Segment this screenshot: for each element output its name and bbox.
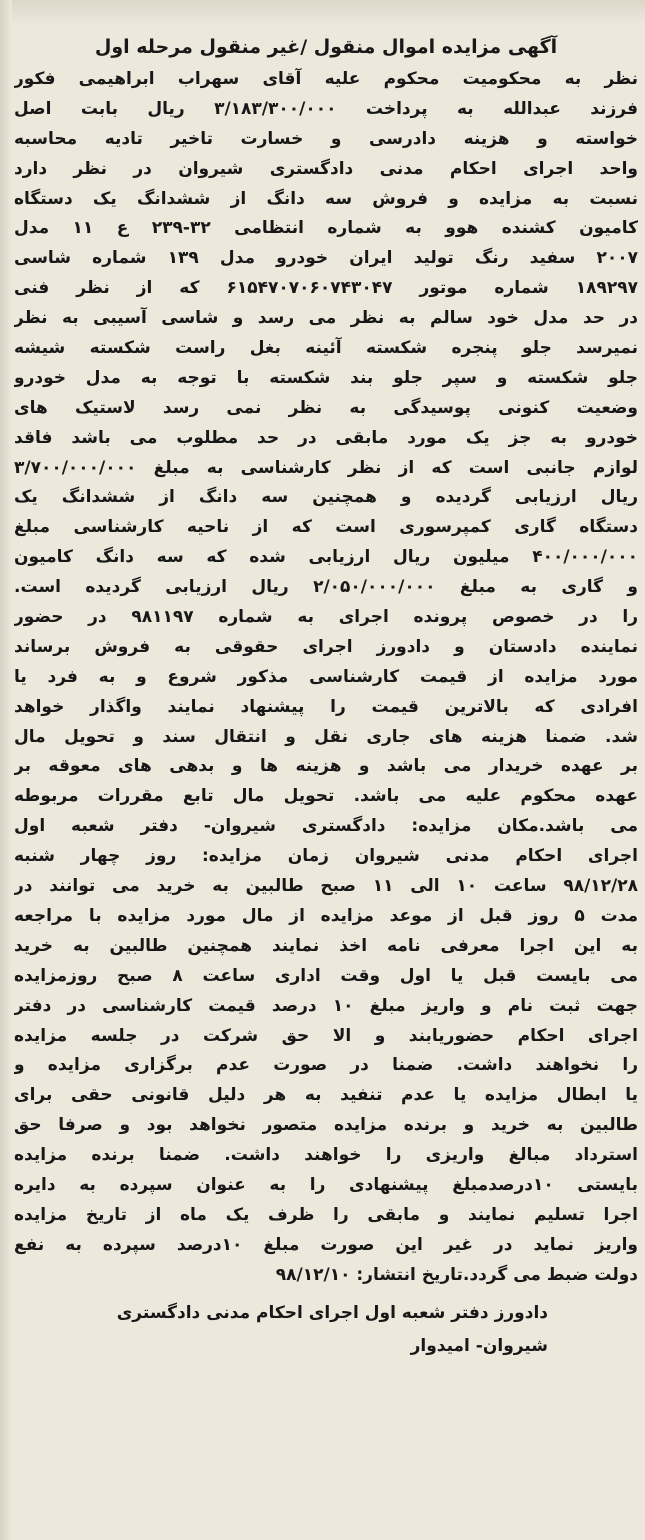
notice-line: فرزند عبدالله به پرداخت ۳/۱۸۳/۳۰۰/۰۰۰ ریال بابت اصل — [14, 98, 638, 119]
notice-line: نماینده دادستان و دادورز اجرای حقوقی به فروش برساند — [14, 636, 638, 657]
notice-line: شد. ضمنا هزینه های جاری نقل و انتقال سند و تحویل مال — [14, 726, 638, 747]
notice-line: افرادی که بالاترین قیمت را پیشنهاد نمایند واگذار خواهد — [14, 696, 638, 717]
notice-line: یا ابطال مزایده یا عدم تنفید به هر دلیل قانونی حقی برای — [14, 1085, 638, 1106]
notice-line: خواسته و هزینه دادرسی و خسارت تاخیر تادیه محاسبه — [14, 128, 638, 149]
notice-line-publication-date: دولت ضبط می گردد.تاریخ انتشار: ۹۸/۱۲/۱۰ — [275, 1264, 638, 1285]
notice-line: اجرای احکام حضوریابند و الا حق شرکت در جلسه مزایده — [14, 1025, 638, 1046]
notice-line: مدت ۵ روز قبل از موعد مزایده از مال مورد مزایده با مراجعه — [14, 905, 638, 926]
notice-line: اجرا تسلیم نمایند و مابقی را ظرف یک ماه از تاریخ مزایده — [14, 1204, 638, 1225]
signature-line-office: دادورز دفتر شعبه اول اجرای احکام مدنی دادگستری — [116, 1302, 548, 1323]
notice-line: خودرو به جز یک مورد مابقی در حد مطلوب می باشد فاقد — [14, 427, 638, 448]
notice-line: واریز نماید در غیر این صورت مبلغ ۱۰درصد سپرده به نفع — [14, 1234, 638, 1255]
auction-notice — [14, 30, 638, 1535]
notice-line: می بایست قبل یا اول وقت اداری ساعت ۸ صبح روزمزایده — [14, 965, 638, 986]
notice-line: و گاری به مبلغ ۲/۰۵۰/۰۰۰/۰۰۰ ریال ارزیابی گردیده است. — [14, 577, 638, 598]
notice-line: جلو شکسته و سپر جلو بند شکسته با توجه به مدل خودرو — [14, 367, 638, 388]
notice-line: ۲۰۰۷ سفید رنگ تولید ایران خودرو مدل ۱۳۹ شماره شاسی — [14, 248, 638, 269]
notice-line: واحد اجرای احکام مدنی دادگستری شیروان در نظر دارد — [14, 158, 638, 179]
notice-title: آگهی مزایده اموال منقول /غیر منقول مرحله اول — [94, 36, 558, 58]
page-left-edge — [0, 0, 12, 1540]
notice-body — [14, 65, 638, 1291]
page-top-shade — [0, 0, 645, 26]
notice-line: بر عهده خریدار می باشد و هزینه ها و بدهی های معوقه بر — [14, 756, 638, 777]
notice-signature — [14, 1297, 638, 1363]
notice-line: وضعیت کنونی پوسیدگی به نظر نمی رسد لاستیک های — [14, 397, 638, 418]
notice-line: در حد مدل خود سالم به نظر می رسد و شاسی آسیبی به نظر — [14, 308, 638, 329]
notice-line: عهده محکوم علیه می باشد. تحویل مال تابع مقررات مربوطه — [14, 786, 638, 807]
notice-line: ۱۸۹۲۹۷ شماره موتور ۶۱۵۴۷۰۷۰۶۰۷۴۳۰۴۷ که از نظر فنی — [14, 278, 638, 299]
notice-line: استرداد مبالغ واریزی را خواهند داشت. ضمنا برنده مزایده — [14, 1145, 638, 1166]
notice-line: دستگاه گاری کمپرسوری است که از ناحیه کارشناسی مبلغ — [14, 517, 638, 538]
notice-line: نمیرسد جلو پنجره شکسته آئینه بغل راست شکسته شیشه — [14, 338, 638, 359]
notice-line: طالبین به خرید و برنده مزایده متصور نخواهد بود و صرفا حق — [14, 1115, 638, 1136]
notice-line: لوازم جانبی است که از نظر کارشناسی به مبلغ ۳/۷۰۰/۰۰۰/۰۰۰ — [14, 457, 638, 478]
notice-line: نظر به محکومیت محکوم علیه آقای سهراب ابراهیمی فکور — [14, 69, 638, 89]
notice-line: مورد مزایده از قیمت کارشناسی مذکور شروع و به فرد یا — [14, 666, 638, 687]
notice-line: ۴۰۰/۰۰۰/۰۰۰ میلیون ریال ارزیابی شده که سه دانگ کامیون — [14, 547, 638, 568]
notice-line: ۹۸/۱۲/۲۸ ساعت ۱۰ الی ۱۱ صبح طالبین به خرید می توانند در — [14, 876, 638, 897]
notice-line: ریال ارزیابی گردیده و همچنین سه دانگ از ششدانگ یک — [14, 487, 638, 508]
notice-line: می باشد.مکان مزایده: دادگستری شیروان- دفتر شعبه اول — [14, 816, 638, 837]
notice-line: را نخواهند داشت. ضمنا در صورت عدم برگزاری مزایده و — [14, 1055, 638, 1076]
notice-line: کامیون کشنده هوو به شماره انتظامی ۳۲-۲۳۹ ع ۱۱ مدل — [14, 218, 638, 239]
notice-line: نسبت به مزایده و فروش سه دانگ از ششدانگ یک دستگاه — [14, 188, 638, 209]
signature-line-name: شیروان- امیدوار — [410, 1335, 548, 1356]
notice-line: جهت ثبت نام و واریز مبلغ ۱۰ درصد قیمت کارشناسی در دفتر — [14, 995, 638, 1016]
notice-line: را در خصوص پرونده اجرای به شماره ۹۸۱۱۹۷ در حضور — [14, 607, 638, 628]
notice-line: اجرای احکام مدنی شیروان زمان مزایده: روز چهار شنبه — [14, 846, 638, 867]
notice-line: بایستی ۱۰درصدمبلغ پیشنهادی را به عنوان سپرده به دایره — [14, 1174, 638, 1195]
notice-line: به این اجرا معرفی نامه اخذ نمایند همچنین طالبین به خرید — [14, 935, 638, 956]
